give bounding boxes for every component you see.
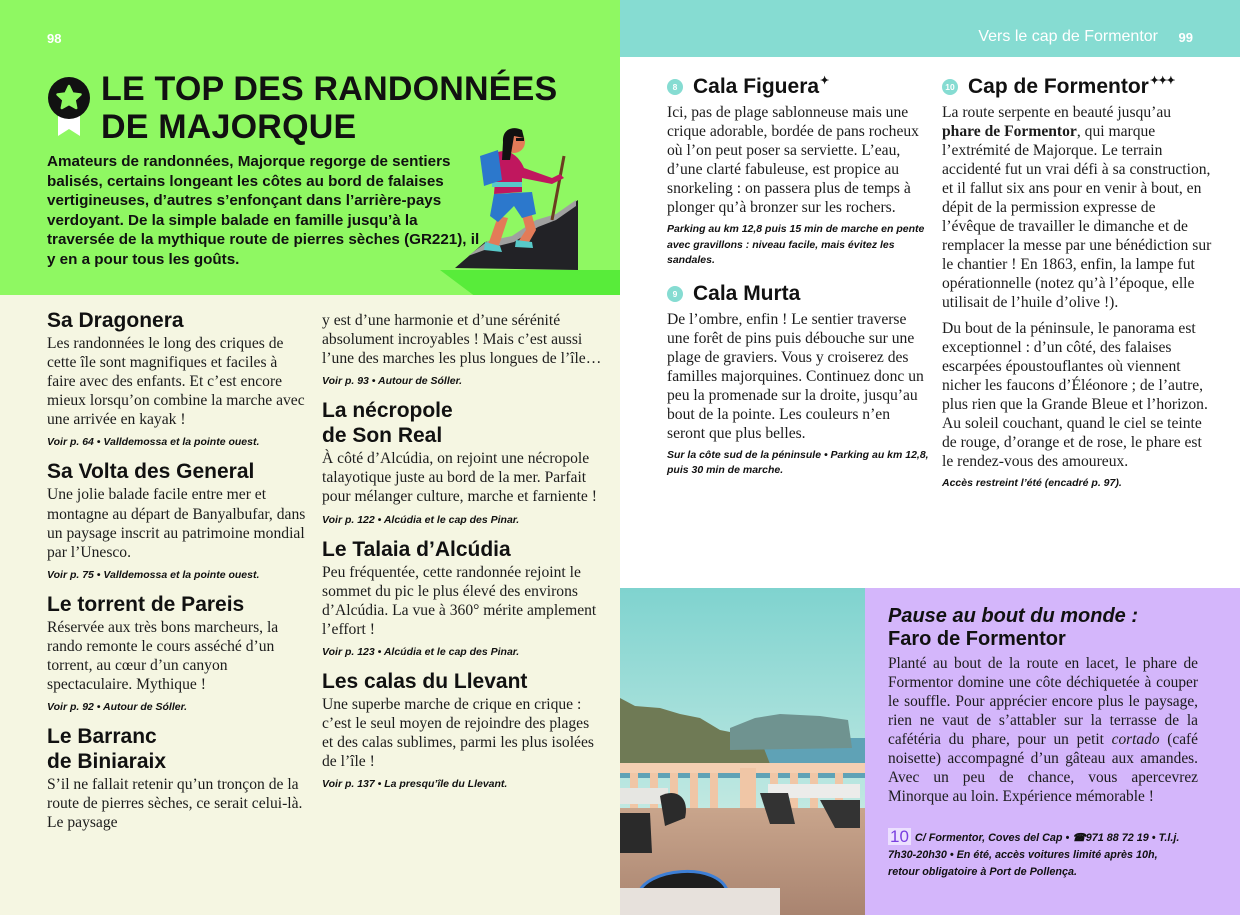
right-page (620, 0, 1240, 915)
hike-description: Peu fréquentée, cette randonnée rejoint le sommet du pic le plus élevé des environs d’Alcúdia. La vue à 360° mérite amplement l’effort ! (322, 563, 597, 638)
right-page-header (620, 0, 1240, 57)
hike-entry (47, 724, 309, 832)
place-title (667, 74, 932, 100)
address: C/ Formentor, Coves del Cap (914, 832, 1063, 844)
opening-details: • T.l.j. 7h30-20h30 • En été, accès voitures limité après 10h, retour obligatoire à Port de Pollença. (888, 832, 1180, 878)
place-title (942, 74, 1212, 100)
hike-title-line2: de Biniaraix (47, 750, 167, 774)
page-number-right: 99 (1178, 30, 1193, 45)
map-number-badge[interactable]: 10 (942, 79, 958, 95)
sidebar-box (865, 588, 1240, 915)
hike-title (47, 724, 309, 774)
place-title (667, 281, 932, 307)
hike-title: Sa Dragonera (47, 309, 184, 332)
rating-stars-icon: ✦✦✦ (1149, 75, 1175, 87)
hike-title: Sa Volta des General (47, 460, 255, 484)
italic-word-cortado: cortado (1111, 731, 1160, 748)
page-title-line2: DE MAJORQUE (101, 108, 357, 146)
phone-icon: ☎ (1072, 832, 1086, 844)
hike-page-ref[interactable]: Voir p. 64 • Valldemossa et la pointe ouest. (47, 436, 260, 449)
place-entry (667, 281, 932, 479)
box-description (888, 654, 1198, 806)
left-column-2 (322, 311, 602, 801)
map-number-badge[interactable]: 9 (667, 286, 683, 302)
place-practical-info: Parking au km 12,8 puis 15 min de marche en pente avec gravillons : niveau facile, mais évitez les sandales. (667, 223, 925, 266)
hike-entry (47, 308, 309, 449)
star-ribbon-icon (47, 76, 91, 138)
hike-title: Les calas du Llevant (322, 669, 528, 693)
hike-description: Réservée aux très bons marcheurs, la rando remonte le cours asséché d’un torrent, au cœur d’un canyon spectaculaire. Mythique ! (47, 618, 279, 694)
place-name: Cala Figuera (693, 75, 820, 98)
place-description (942, 103, 1212, 312)
map-number-badge[interactable]: 10 (890, 827, 909, 846)
text-span: La route serpente en beauté jusqu’au (942, 104, 1172, 121)
hiker-illustration (440, 120, 620, 295)
box-practical-info: 10 C/ Formentor, Coves del Cap • ☎971 88 72 19 • T.l.j. 7h30-20h30 • En été, accès voitures limité après 10h, retour obligatoire à Port de Pollença. (888, 827, 1180, 878)
hike-description: Les randonnées le long des criques de cette île sont magnifiques et faciles à faire avec des enfants. Et c’est encore mieux lorsqu’on combine la marche avec une arrivée en kayak ! (47, 335, 305, 429)
hike-description-continued: y est d’une harmonie et d’une sérénité absolument incroyables ! Mais c’est aussi l’une des marches les plus longues de l’île… (322, 312, 602, 368)
highlight-phare-de-formentor: phare de Formentor (942, 123, 1077, 140)
place-practical-info: Accès restreint l’été (encadré p. 97). (942, 477, 1122, 489)
hike-page-ref[interactable]: Voir p. 75 • Valldemossa et la pointe ouest. (47, 568, 260, 581)
hike-entry (47, 459, 309, 581)
place-description: De l’ombre, enfin ! Le sentier traverse une forêt de pins puis débouche sur une plage de graviers. Vous y croiserez des familles majorquines. Continuez donc un peu la promenade sur la droite, jusqu’au bout de la pointe. Les couleurs n’en seront que plus belles. (667, 310, 924, 442)
photo-graphic (620, 588, 865, 915)
left-column-1 (47, 308, 309, 843)
text-span: (café noisette) accompagné d’un gâteau aux amandes. Avec un peu de chance, vous apercevrez Minorque au loin. Expérience mémorable ! (888, 731, 1198, 805)
right-column-2 (942, 74, 1212, 504)
phone-number[interactable]: 971 88 72 19 (1085, 832, 1149, 844)
page-title-line1: LE TOP DES RANDONNÉES (101, 70, 558, 108)
place-practical-info: Sur la côte sud de la péninsule • Parking au km 12,8, puis 30 min de marche. (667, 448, 929, 476)
place-entry (942, 74, 1212, 492)
box-title (888, 605, 1138, 651)
place-description-2: Du bout de la péninsule, le panorama est exceptionnel : d’un côté, des falaises escarpées époustouflantes où viennent nicher les faucons d’Éléonore ; de l’autre, plus rien que la Grande Bleue et l’horizon. Au soleil couchant, quand le ciel se teinte de rouge, d’orange et de rose, le phare est le rendez-vous des amoureux. (942, 320, 1208, 470)
hike-title-line1: La nécropole (322, 399, 453, 423)
place-description: Ici, pas de plage sablonneuse mais une crique adorable, bordée de pans rocheux où l’on peut poser sa serviette. L’eau, d’une clarté fabuleuse, est propice au snorkeling : on passera plus de temps à plonger qu’à bronzer sur les rochers. (667, 104, 919, 216)
hike-title: Le torrent de Pareis (47, 592, 245, 616)
box-title-kicker: Pause au bout du monde : (888, 605, 1139, 627)
intro-paragraph: Amateurs de randonnées, Majorque regorge de sentiers balisés, certains longeant les côtes au bord de falaises vertigineuses, d’autres s’enfonçant dans l’arrière-pays verdoyant. De la simple balade en famille jusqu’à la traversée de la mythique route de pierres sèches (GR221), il y en a pour tous les goûts. (47, 153, 480, 268)
right-column-1 (667, 74, 932, 491)
hike-title (322, 398, 602, 448)
hike-entry (47, 592, 309, 714)
hike-title: Le Talaia d’Alcúdia (322, 537, 511, 561)
place-name: Cala Murta (693, 281, 801, 305)
place-name: Cap de Formentor (968, 75, 1149, 98)
rating-stars-icon: ✦ (820, 75, 829, 87)
hike-entry (322, 669, 602, 791)
hike-title-line1: Le Barranc (47, 725, 157, 749)
hike-page-ref[interactable]: Voir p. 92 • Autour de Sóller. (47, 701, 188, 714)
left-page-header (0, 0, 620, 295)
hike-title-line2: de Son Real (322, 424, 443, 448)
hike-page-ref[interactable]: Voir p. 93 • Autour de Sóller. (322, 375, 463, 388)
map-number-badge[interactable]: 8 (667, 79, 683, 95)
hike-page-ref[interactable]: Voir p. 123 • Alcúdia et le cap des Pinar. (322, 645, 520, 658)
hike-description: À côté d’Alcúdia, on rejoint une nécropole talayotique juste au bord de la mer. Parfait pour mélanger culture, marche et farniente ! (322, 450, 597, 506)
hike-page-ref[interactable]: Voir p. 137 • La presqu’île du Llevant. (322, 778, 508, 791)
hike-description: Une jolie balade facile entre mer et montagne au départ de Banyalbufar, dans un paysage inscrit au patrimoine mondial par l’Unesco. (47, 486, 306, 561)
text-span: Planté au bout de la route en lacet, le phare de Formentor domine une côte déchiquetée à couper le souffle. Pour apprécier encore plus le paysage, rien ne vaut de s’attabler sur la terrasse de la cafétéria du phare, pour un petit (888, 655, 1198, 748)
hike-page-ref[interactable]: Voir p. 122 • Alcúdia et le cap des Pinar. (322, 513, 520, 526)
page-number-left: 98 (47, 31, 62, 46)
hike-description: S’il ne fallait retenir qu’un tronçon de la route de pierres sèches, ce serait celui-là. Le paysage (47, 776, 303, 832)
box-title-main: Faro de Formentor (888, 628, 1066, 650)
hike-entry-continued (322, 311, 602, 388)
hike-entry (322, 398, 602, 526)
hike-description: Une superbe marche de crique en crique : c’est le seul moyen de rejoindre des plages et des calas sublimes, parmi les plus isolées de l’île ! (322, 695, 594, 771)
place-entry (667, 74, 932, 269)
text-span: , qui marque l’extrémité de Majorque. Le terrain accidenté fut un vrai défi à sa construction, et il fallut six ans pour en venir à bout, en dépit de la permission expresse de l’évêque de travailler le dimanche et de remplacer la messe par une bénédiction sur le chantier ! En 1863, enfin, la lampe fut opérationnelle (notez qu’à l’époque, elle utilisait de l’huile d’olive !). (942, 123, 1212, 311)
running-title: Vers le cap de Formentor (978, 28, 1158, 45)
cafe-terrace-sea-cliffs-photo (620, 588, 865, 915)
hike-entry (322, 537, 602, 659)
